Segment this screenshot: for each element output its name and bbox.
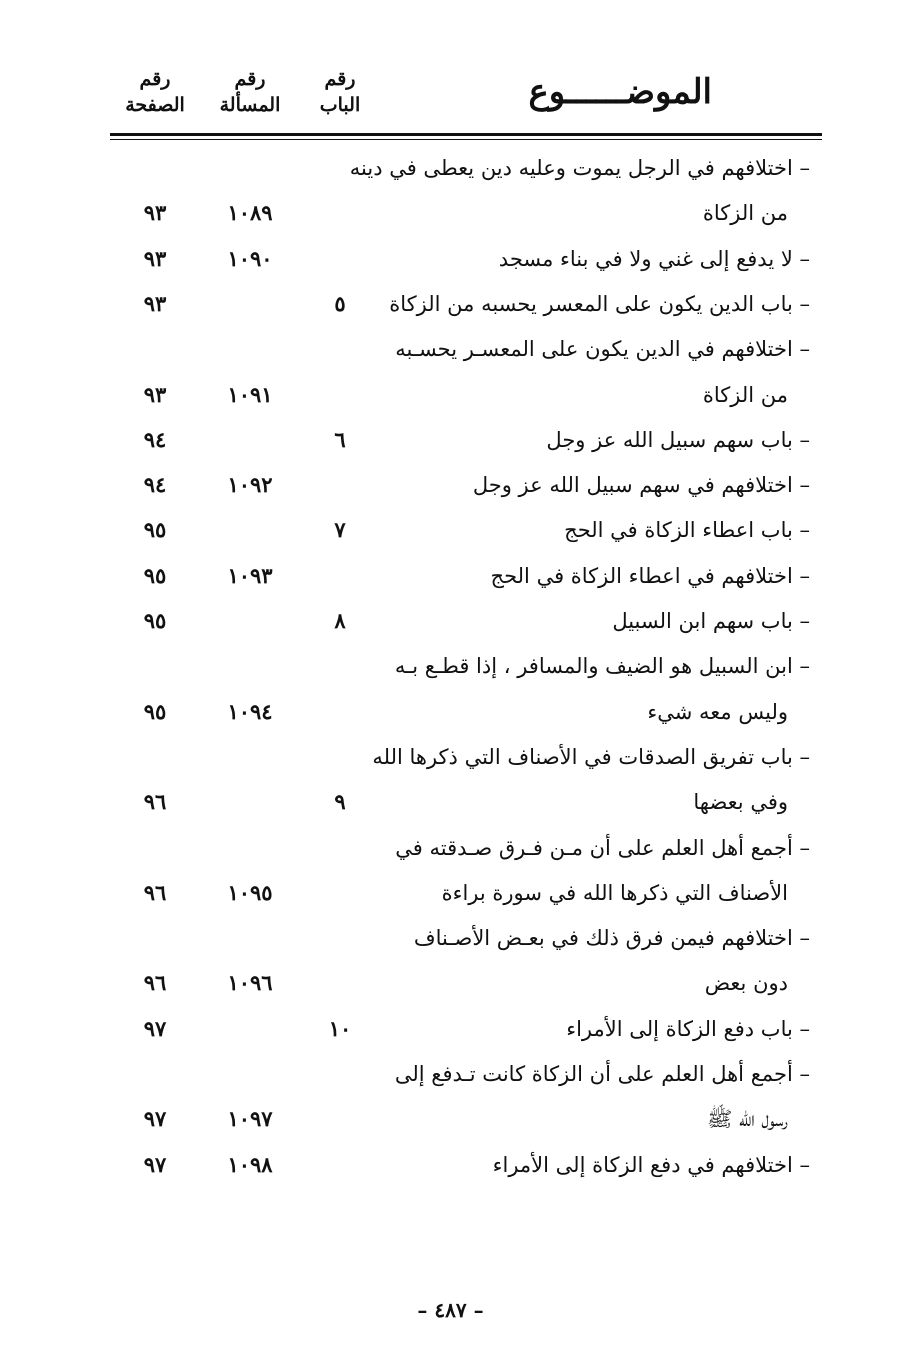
row-topic: الأصناف التي ذكرها الله في سورة براءة	[441, 880, 788, 905]
row-topic: – باب اعطاء الزكاة في الحج	[564, 518, 810, 543]
row-topic: – اختلافهم فيمن فرق ذلك في بعـض الأصـناف	[413, 926, 810, 951]
row-chapter-number: ١٠	[328, 1015, 352, 1041]
row-issue-number: ١٠٨٩	[227, 200, 273, 226]
table-row	[110, 690, 822, 734]
row-page-number: ٩٥	[143, 562, 167, 588]
row-issue-number: ١٠٩٦	[227, 970, 273, 996]
row-page-number: ٩٥	[143, 608, 167, 633]
chapter-heading-line1: رقم	[324, 68, 356, 90]
chapter-number-heading	[305, 66, 375, 118]
row-page-number: ٩٥	[143, 698, 167, 724]
row-issue-number: ١٠٩٥	[227, 879, 273, 905]
table-row	[110, 1007, 822, 1051]
table-row	[110, 373, 822, 417]
row-page-number: ٩٣	[143, 290, 167, 316]
row-page-number: ٩٤	[143, 472, 167, 498]
table-row	[110, 1143, 822, 1187]
row-page-number: ٩٣	[143, 200, 167, 226]
page-number-footer: – ٤٨٧ –	[417, 1298, 484, 1322]
page-number-heading	[110, 66, 200, 118]
row-topic: من الزكاة	[702, 201, 788, 226]
row-topic: – اختلافهم في دفع الزكاة إلى الأمراء	[492, 1152, 810, 1177]
header-rule-thin	[110, 139, 822, 140]
table-row	[110, 644, 822, 688]
row-topic: – اختلافهم في الرجل يموت وعليه دين يعطى في دينه	[349, 156, 810, 180]
chapter-heading-line2: الباب	[319, 94, 361, 116]
table-row	[110, 508, 822, 552]
row-topic: – باب تفريق الصدقات في الأصناف التي ذكرها الله	[372, 744, 810, 769]
row-topic: – اختلافهم في اعطاء الزكاة في الحج	[490, 563, 810, 588]
table-row	[110, 735, 822, 779]
row-issue-number: ١٠٩٠	[227, 245, 273, 271]
row-topic: – باب دفع الزكاة إلى الأمراء	[566, 1016, 810, 1041]
row-page-number: ٩٦	[143, 879, 167, 905]
table-row	[110, 237, 822, 281]
row-page-number: ٩٣	[143, 245, 167, 271]
table-row	[110, 961, 822, 1005]
row-topic: وليس معه شيء	[647, 699, 788, 724]
row-topic: رسول الله ﷺ	[707, 1107, 788, 1132]
issue-heading-line1: رقم	[234, 68, 266, 90]
row-topic: من الزكاة	[702, 382, 788, 407]
table-row	[110, 871, 822, 915]
row-topic: دون بعض	[704, 971, 788, 996]
row-topic: – باب سهم ابن السبيل	[612, 609, 810, 633]
row-issue-number: ١٠٩٣	[227, 562, 273, 588]
row-page-number: ٩٤	[143, 426, 167, 452]
row-topic: – ابن السبيل هو الضيف والمسافر ، إذا قطـع بـه	[394, 654, 810, 679]
row-issue-number: ١٠٩٨	[227, 1151, 273, 1177]
page-heading-line2: الصفحة	[125, 94, 185, 116]
row-issue-number: ١٠٩٤	[227, 698, 273, 724]
page-heading-line1: رقم	[139, 68, 171, 90]
row-page-number: ٩٧	[143, 1151, 167, 1177]
row-page-number: ٩٧	[143, 1015, 167, 1041]
row-chapter-number: ٦	[334, 426, 346, 452]
row-topic: – باب الدين يكون على المعسر يحسبه من الزكاة	[389, 291, 810, 316]
row-topic: – لا يدفع إلى غني ولا في بناء مسجد	[498, 246, 810, 271]
table-header	[110, 60, 822, 138]
issue-heading-line2: المسألة	[219, 94, 281, 116]
row-chapter-number: ٧	[334, 517, 346, 543]
row-topic: وفي بعضها	[693, 790, 788, 815]
row-issue-number: ١٠٩١	[227, 381, 273, 407]
table-row	[110, 191, 822, 235]
row-page-number: ٩٦	[143, 789, 167, 815]
table-row	[110, 826, 822, 870]
table-row	[110, 463, 822, 507]
row-topic: – باب سهم سبيل الله عز وجل	[546, 427, 810, 452]
row-page-number: ٩٣	[143, 381, 167, 407]
row-issue-number: ١٠٩٧	[227, 1106, 273, 1132]
table-row	[110, 916, 822, 960]
row-page-number: ٩٦	[143, 970, 167, 996]
table-row	[110, 418, 822, 462]
topic-column-heading: الموضــــــوع	[528, 72, 712, 112]
row-chapter-number: ٩	[334, 789, 346, 815]
table-row	[110, 554, 822, 598]
row-topic: – اختلافهم في الدين يكون على المعسـر يحسـبه	[395, 337, 810, 362]
table-row	[110, 327, 822, 371]
table-row	[110, 282, 822, 326]
row-topic: – أجمع أهل العلم على أن مـن فـرق صـدقته في	[395, 835, 810, 860]
table-row	[110, 780, 822, 824]
row-topic: – اختلافهم في سهم سبيل الله عز وجل	[472, 473, 810, 498]
row-page-number: ٩٥	[143, 517, 167, 543]
row-page-number: ٩٧	[143, 1106, 167, 1132]
row-chapter-number: ٥	[334, 290, 346, 316]
table-row	[110, 599, 822, 643]
header-rule-thick	[110, 133, 822, 136]
table-row	[110, 1097, 822, 1141]
row-chapter-number: ٨	[334, 608, 346, 633]
row-topic: – أجمع أهل العلم على أن الزكاة كانت تـدفع إلى	[394, 1062, 810, 1086]
table-row	[110, 146, 822, 190]
table-row	[110, 1052, 822, 1096]
issue-number-heading	[205, 66, 295, 118]
row-issue-number: ١٠٩٢	[227, 472, 273, 498]
